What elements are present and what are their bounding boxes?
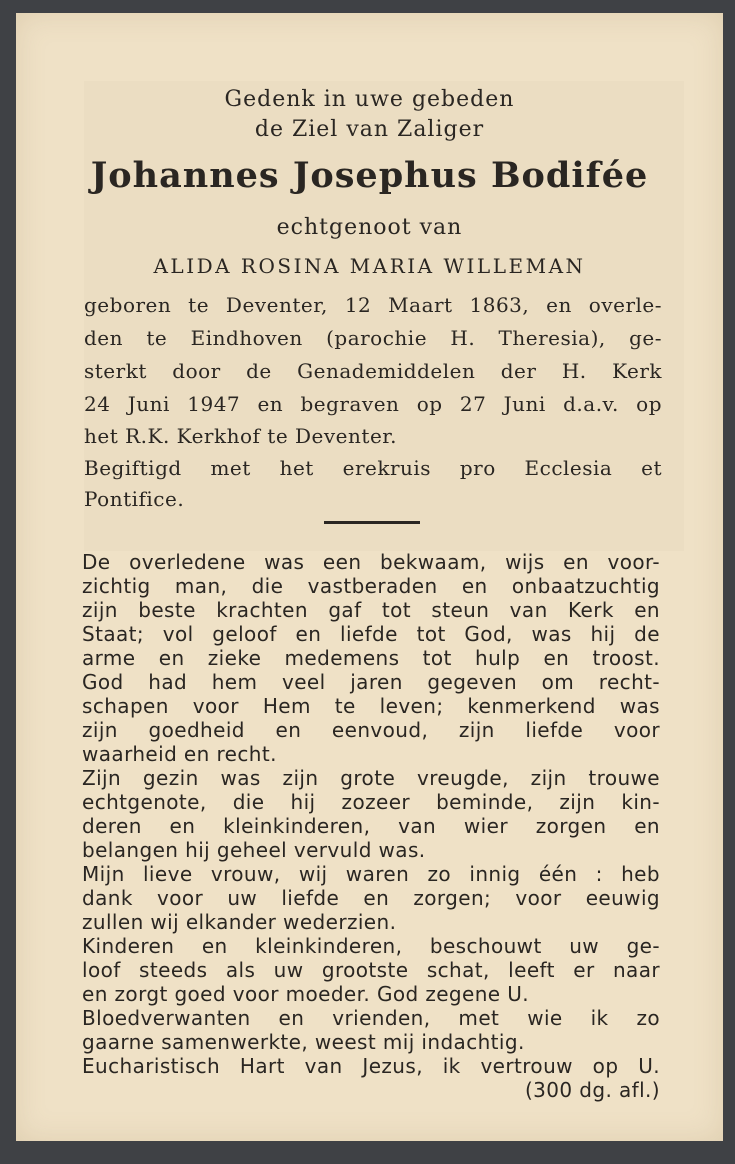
bio-line: het R.K. Kerkhof te Deventer. [84,424,397,448]
spouse-intro: echtgenoot van [276,215,463,240]
body-line: echtgenote, die hij zozeer beminde, zijn kin- [82,790,660,814]
body-line: zichtig man, die vastberaden en onbaatzuchtig [82,574,660,598]
body-line: Eucharistisch Hart van Jezus, ik vertrouw op U. [82,1054,660,1078]
soul-line: de Ziel van Zaliger [254,117,485,142]
body-line: schapen voor Hem te leven; kenmerkend was [82,694,660,718]
bio-line: Begiftigd met het erekruis pro Ecclesia et [84,456,662,480]
body-line: zullen wij elkander wederzien. [82,910,397,934]
memorial-card [16,13,723,1141]
body-line: Kinderen en kleinkinderen, beschouwt uw ge- [82,934,660,958]
remembrance-line: Gedenk in uwe gebeden [224,87,515,112]
body-line: zijn beste krachten gaf tot steun van Kerk en [82,598,660,622]
deceased-name: Johannes Josephus Bodifée [90,155,649,196]
bio-line: den te Eindhoven (parochie H. Theresia), ge- [84,326,662,350]
indulgence-note: (300 dg. afl.) [524,1078,660,1102]
body-line: loof steeds als uw grootste schat, leeft er naar [82,958,660,982]
body-line: Mijn lieve vrouw, wij waren zo innig één : heb [82,862,660,886]
body-line: arme en zieke medemens tot hulp en troost. [82,646,660,670]
body-line: Zijn gezin was zijn grote vreugde, zijn trouwe [82,766,660,790]
body-line: zijn goedheid en eenvoud, zijn liefde voor [82,718,660,742]
body-line: en zorgt goed voor moeder. God zegene U. [82,982,530,1006]
body-line: Staat; vol geloof en liefde tot God, was hij de [82,622,660,646]
bio-line: geboren te Deventer, 12 Maart 1863, en overle- [84,293,662,317]
bio-line: Pontifice. [84,487,185,511]
body-line: gaarne samenwerkte, weest mij indachtig. [82,1030,525,1054]
bio-line: 24 Juni 1947 en begraven op 27 Juni d.a.v. op [84,392,662,416]
body-line: dank voor uw liefde en zorgen; voor eeuwig [82,886,660,910]
body-line: waarheid en recht. [82,742,277,766]
spouse-name: ALIDA ROSINA MARIA WILLEMAN [153,254,586,278]
body-line: De overledene was een bekwaam, wijs en voor- [82,550,660,574]
bio-line: sterkt door de Genademiddelen der H. Kerk [84,359,662,383]
body-line: deren en kleinkinderen, van wier zorgen en [82,814,660,838]
body-line: God had hem veel jaren gegeven om recht- [82,670,660,694]
divider [324,521,420,524]
body-line: Bloedverwanten en vrienden, met wie ik zo [82,1006,660,1030]
body-line: belangen hij geheel vervuld was. [82,838,426,862]
